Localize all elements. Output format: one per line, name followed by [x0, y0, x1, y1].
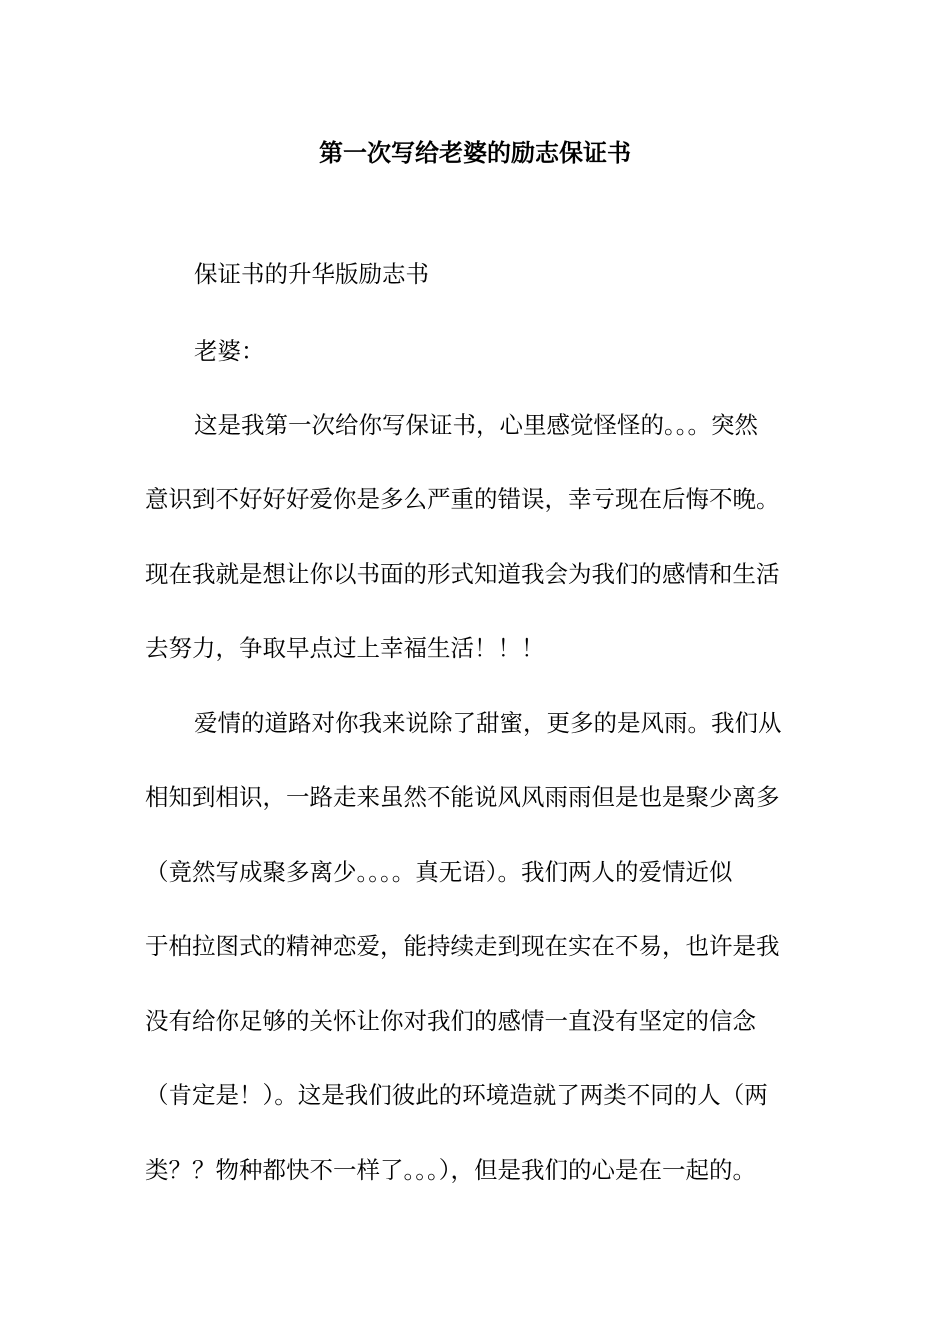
subtitle-line: 保证书的升华版励志书: [194, 260, 429, 288]
paragraph-line: 这是我第一次给你写保证书，心里感觉怪怪的。。。突然: [194, 411, 758, 439]
paragraph-line: （肯定是！）。这是我们彼此的环境造就了两类不同的人（两: [145, 1081, 768, 1109]
paragraph-line: 相知到相识，一路走来虽然不能说风风雨雨但是也是聚少离多: [145, 783, 780, 811]
paragraph-line: 爱情的道路对你我来说除了甜蜜，更多的是风雨。我们从: [194, 709, 782, 737]
paragraph-line: （竟然写成聚多离少。。。。真无语）。我们两人的爱情近似: [145, 858, 733, 886]
paragraph-line: 去努力，争取早点过上幸福生活！！！: [145, 634, 545, 662]
document-title: 第一次写给老婆的励志保证书: [319, 138, 631, 167]
paragraph-line: 意识到不好好好爱你是多么严重的错误，幸亏现在后悔不晚。: [145, 485, 780, 513]
paragraph-line: 现在我就是想让你以书面的形式知道我会为我们的感情和生活: [145, 560, 780, 588]
paragraph-line: 类？？物种都快不一样了。。。），但是我们的心是在一起的。: [145, 1156, 756, 1184]
paragraph-line: 没有给你足够的关怀让你对我们的感情一直没有坚定的信念: [145, 1007, 756, 1035]
salutation-line: 老婆：: [194, 337, 265, 365]
paragraph-line: 于柏拉图式的精神恋爱，能持续走到现在实在不易，也许是我: [145, 932, 780, 960]
